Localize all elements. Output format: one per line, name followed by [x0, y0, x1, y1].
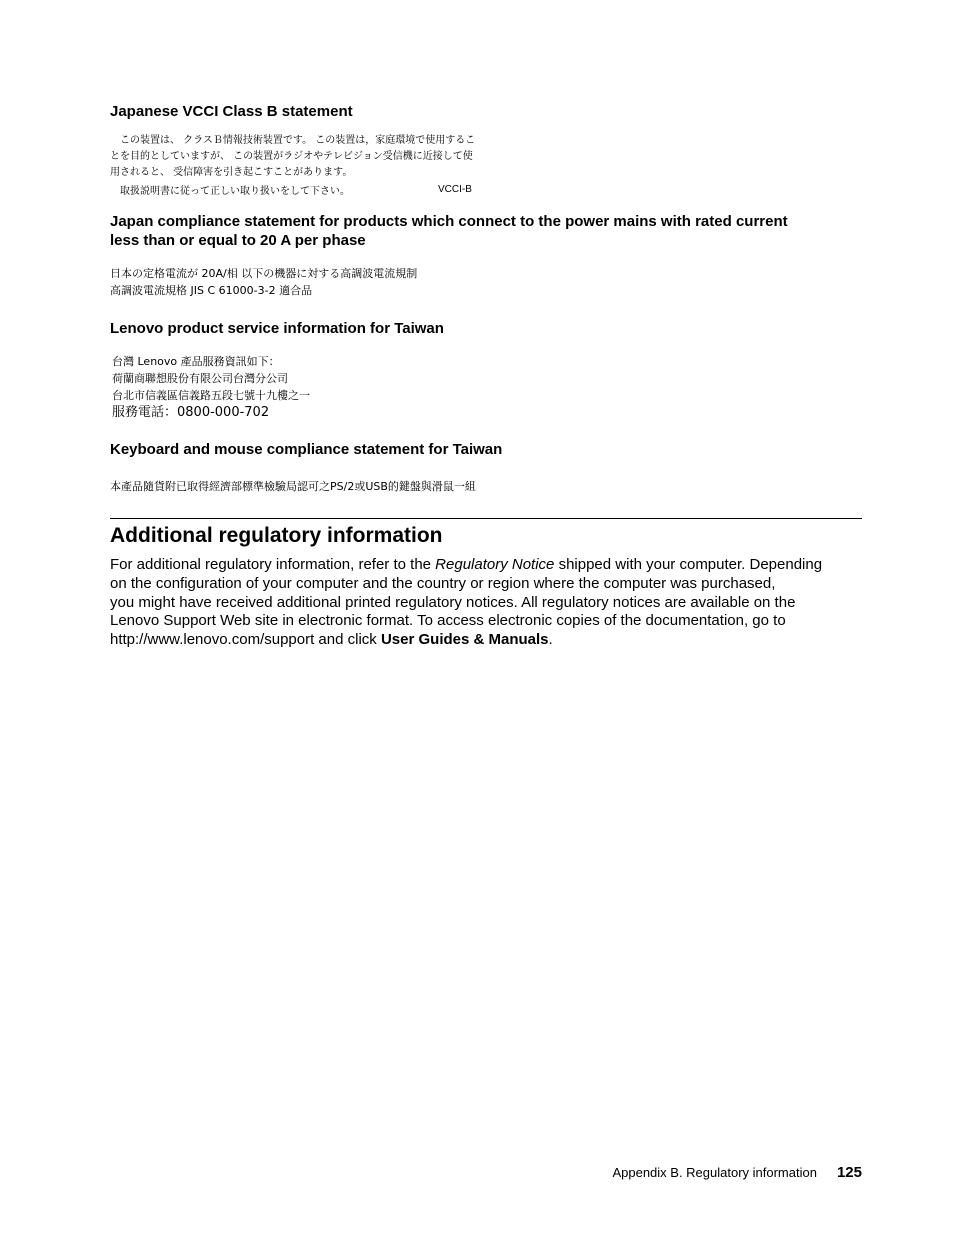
vcci-line: 取扱説明書に従って正しい取り扱いをして下さい。 — [120, 186, 350, 197]
additional-paragraph — [110, 556, 862, 650]
vcci-line: とを目的としていますが、 この装置がラジオやテレビジョン受信機に近接して使 — [110, 151, 473, 162]
paragraph-line: Lenovo Support Web site in electronic format. To access electronic copies of the documentation, go to — [110, 612, 786, 630]
taiwan-service-line: 服務電話：0800-000-702 — [112, 405, 270, 420]
additional-title: Additional regulatory information — [110, 524, 443, 547]
taiwan-service-heading: Lenovo product service information for Taiwan — [110, 320, 444, 337]
japan-power-heading-line: less than or equal to 20 A per phase — [110, 232, 366, 249]
taiwan-keyboard-statement: 本產品隨貨附已取得經濟部標準檢驗局認可之PS/2或USB的鍵盤與滑鼠一組 — [110, 480, 476, 493]
footer-section: Appendix B. Regulatory information — [612, 1165, 817, 1180]
vcci-heading: Japanese VCCI Class B statement — [110, 103, 353, 120]
paragraph-line: on the configuration of your computer and the country or region where the computer was purchased, — [110, 574, 776, 592]
japan-power-heading — [110, 212, 788, 250]
vcci-line: 用されると、 受信障害を引き起こすことがあります。 — [110, 167, 353, 178]
paragraph-text: shipped with your computer. Depending — [554, 556, 823, 573]
taiwan-service-line: 台灣 Lenovo 產品服務資訊如下： — [112, 355, 280, 368]
paragraph-text: For additional regulatory information, refer to the — [110, 556, 436, 573]
regulatory-notice-title: Regulatory Notice — [435, 556, 555, 573]
vcci-statement — [110, 133, 485, 197]
user-guides-link-label: User Guides & Manuals — [380, 631, 549, 649]
taiwan-service-line: 台北市信義區信義路五段七號十九樓之一 — [112, 389, 310, 402]
japan-power-line: 日本の定格電流が 20A/相 以下の機器に対する高調波電流規制 — [110, 267, 418, 280]
page-footer — [612, 1164, 862, 1181]
section-divider — [110, 518, 862, 519]
paragraph-line — [110, 631, 862, 650]
vcci-tag: VCCI-B — [438, 184, 472, 195]
paragraph-line: you might have received additional printed regulatory notices. All regulatory notices are available on the — [110, 593, 796, 611]
japan-power-statement — [110, 265, 417, 299]
taiwan-service-line: 荷蘭商聯想股份有限公司台灣分公司 — [112, 372, 288, 385]
japan-power-line: 高調波電流規格 JIS C 61000-3-2 適合品 — [110, 284, 313, 297]
paragraph-line — [110, 556, 862, 575]
taiwan-keyboard-heading: Keyboard and mouse compliance statement for Taiwan — [110, 441, 503, 458]
page-number: 125 — [836, 1164, 862, 1181]
paragraph-text: . — [548, 631, 553, 649]
support-url: http://www.lenovo.com/support and click — [110, 631, 381, 649]
vcci-line: この装置は、 クラスＢ情報技術装置です。 この装置は，家庭環境で使用するこ — [120, 135, 476, 146]
japan-power-heading-line: Japan compliance statement for products which connect to the power mains with rated current — [110, 213, 788, 230]
taiwan-service-info — [112, 353, 310, 421]
